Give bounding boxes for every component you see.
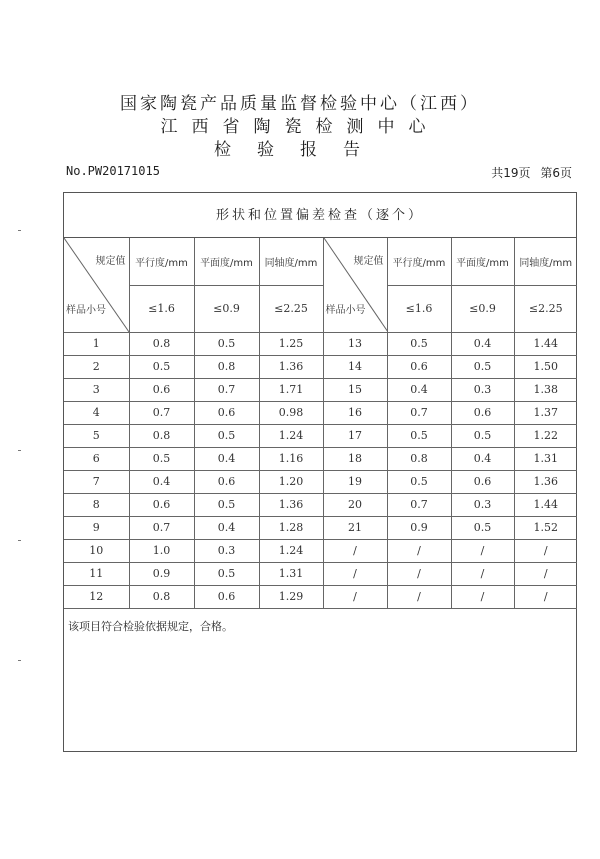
table-cell: 1.20: [259, 470, 323, 493]
scan-mark: [18, 450, 21, 451]
limit-flatness: ≤0.9: [194, 285, 259, 332]
table-row: [64, 585, 577, 608]
table-cell: 0.7: [194, 378, 259, 401]
table-cell: 0.6: [194, 585, 259, 608]
limit-flatness: ≤0.9: [451, 285, 514, 332]
table-cell: 1.31: [259, 562, 323, 585]
col-header-flatness: 平面度/mm: [451, 238, 514, 285]
table-cell: 1.25: [259, 332, 323, 355]
table-cell: 0.5: [129, 447, 194, 470]
table-cell: 0.4: [451, 447, 514, 470]
table-cell: 1.44: [514, 493, 577, 516]
table-cell: 1.22: [514, 424, 577, 447]
table-cell: 0.3: [451, 378, 514, 401]
corner-spec-label: 规定值: [353, 256, 384, 267]
table-cell: 1.36: [259, 355, 323, 378]
page-current: 第6页: [540, 166, 572, 180]
table-cell: 19: [323, 470, 387, 493]
table-cell: 0.5: [387, 470, 451, 493]
page-total: 共19页: [491, 166, 531, 180]
limit-coaxiality: ≤2.25: [259, 285, 323, 332]
table-cell: 13: [323, 332, 387, 355]
table-cell: 0.5: [387, 332, 451, 355]
table-cell: 17: [323, 424, 387, 447]
table-cell: 16: [323, 401, 387, 424]
scan-mark: [18, 660, 21, 661]
scan-mark: [18, 540, 21, 541]
table-cell: 0.5: [451, 516, 514, 539]
corner-sample-label: 样品小号: [325, 304, 366, 316]
table-cell: 15: [323, 378, 387, 401]
table-cell: 0.4: [129, 470, 194, 493]
col-header-parallelism: 平行度/mm: [129, 238, 194, 285]
table-cell: 1.31: [514, 447, 577, 470]
table-row: [64, 470, 577, 493]
table-cell: 18: [323, 447, 387, 470]
table-cell: 0.6: [451, 401, 514, 424]
table-cell: 1.52: [514, 516, 577, 539]
table-cell: 0.8: [129, 332, 194, 355]
table-cell: 9: [64, 516, 129, 539]
table-cell: 1.24: [259, 424, 323, 447]
table-cell: 0.7: [387, 401, 451, 424]
table-cell: 1.0: [129, 539, 194, 562]
table-title: 形状和位置偏差检查（逐个）: [64, 193, 576, 238]
inspection-table-frame: [63, 192, 577, 752]
table-cell: /: [514, 562, 577, 585]
table-cell: 1.29: [259, 585, 323, 608]
table-cell: 11: [64, 562, 129, 585]
table-cell: 0.4: [451, 332, 514, 355]
table-cell: 1.24: [259, 539, 323, 562]
table-cell: /: [451, 562, 514, 585]
table-cell: 0.5: [194, 424, 259, 447]
table-cell: 0.4: [194, 516, 259, 539]
corner-header-left: [64, 238, 129, 332]
corner-spec-label: 规定值: [95, 256, 126, 267]
table-row: [64, 401, 577, 424]
table-cell: 0.7: [387, 493, 451, 516]
table-cell: /: [451, 585, 514, 608]
table-cell: 0.6: [387, 355, 451, 378]
table-row: [64, 447, 577, 470]
page-info: [485, 164, 572, 181]
limit-parallelism: ≤1.6: [129, 285, 194, 332]
table-row: [64, 493, 577, 516]
table-cell: 6: [64, 447, 129, 470]
corner-header-right: [323, 238, 387, 332]
scan-mark: [18, 230, 21, 231]
inspection-table: [64, 238, 577, 609]
table-cell: 0.5: [387, 424, 451, 447]
table-cell: 20: [323, 493, 387, 516]
table-cell: 1.36: [259, 493, 323, 516]
table-cell: 1.38: [514, 378, 577, 401]
corner-sample-label: 样品小号: [66, 304, 106, 316]
table-cell: /: [323, 539, 387, 562]
table-cell: 21: [323, 516, 387, 539]
table-cell: 0.98: [259, 401, 323, 424]
table-cell: /: [514, 585, 577, 608]
table-cell: 0.8: [129, 585, 194, 608]
table-cell: /: [323, 562, 387, 585]
col-header-parallelism: 平行度/mm: [387, 238, 451, 285]
table-cell: 1: [64, 332, 129, 355]
table-cell: 0.5: [194, 493, 259, 516]
table-cell: /: [514, 539, 577, 562]
table-cell: 0.7: [129, 401, 194, 424]
table-cell: 0.5: [451, 424, 514, 447]
table-cell: 1.37: [514, 401, 577, 424]
table-cell: 1.71: [259, 378, 323, 401]
table-cell: /: [387, 562, 451, 585]
limit-coaxiality: ≤2.25: [514, 285, 577, 332]
report-title: 检验报告: [214, 140, 386, 160]
table-cell: 0.8: [129, 424, 194, 447]
table-cell: 0.8: [387, 447, 451, 470]
table-cell: 1.44: [514, 332, 577, 355]
table-row: [64, 332, 577, 355]
table-cell: 0.5: [129, 355, 194, 378]
table-cell: 0.3: [194, 539, 259, 562]
table-cell: 0.9: [387, 516, 451, 539]
table-cell: 0.5: [194, 332, 259, 355]
table-cell: 0.9: [129, 562, 194, 585]
table-cell: 3: [64, 378, 129, 401]
table-cell: 0.6: [451, 470, 514, 493]
table-cell: 0.6: [129, 493, 194, 516]
table-row: [64, 516, 577, 539]
table-cell: 14: [323, 355, 387, 378]
col-header-flatness: 平面度/mm: [194, 238, 259, 285]
col-header-coaxiality: 同轴度/mm: [514, 238, 577, 285]
table-row: [64, 424, 577, 447]
table-cell: 2: [64, 355, 129, 378]
table-cell: 1.36: [514, 470, 577, 493]
conclusion-text: 该项目符合检验依据规定，合格。: [68, 620, 233, 633]
table-cell: 0.8: [194, 355, 259, 378]
table-cell: 0.6: [129, 378, 194, 401]
table-cell: 0.7: [129, 516, 194, 539]
table-cell: 1.28: [259, 516, 323, 539]
table-cell: 0.6: [194, 470, 259, 493]
table-row: [64, 355, 577, 378]
table-cell: 12: [64, 585, 129, 608]
table-cell: 5: [64, 424, 129, 447]
table-cell: 0.5: [194, 562, 259, 585]
table-cell: 1.50: [514, 355, 577, 378]
report-number: No.PW20171015: [66, 164, 160, 178]
table-cell: /: [323, 585, 387, 608]
table-cell: 4: [64, 401, 129, 424]
table-cell: 0.3: [451, 493, 514, 516]
table-row: [64, 378, 577, 401]
table-cell: /: [451, 539, 514, 562]
table-cell: 10: [64, 539, 129, 562]
limit-parallelism: ≤1.6: [387, 285, 451, 332]
table-cell: 0.4: [387, 378, 451, 401]
table-cell: 8: [64, 493, 129, 516]
table-cell: 0.6: [194, 401, 259, 424]
table-cell: 0.5: [451, 355, 514, 378]
table-row: [64, 539, 577, 562]
table-cell: 0.4: [194, 447, 259, 470]
table-cell: 1.16: [259, 447, 323, 470]
table-cell: /: [387, 585, 451, 608]
col-header-coaxiality: 同轴度/mm: [259, 238, 323, 285]
center-name-national: 国家陶瓷产品质量监督检验中心（江西）: [120, 94, 480, 114]
table-cell: 7: [64, 470, 129, 493]
table-cell: /: [387, 539, 451, 562]
table-row: [64, 562, 577, 585]
center-name-provincial: 江西省陶瓷检测中心: [160, 117, 440, 137]
